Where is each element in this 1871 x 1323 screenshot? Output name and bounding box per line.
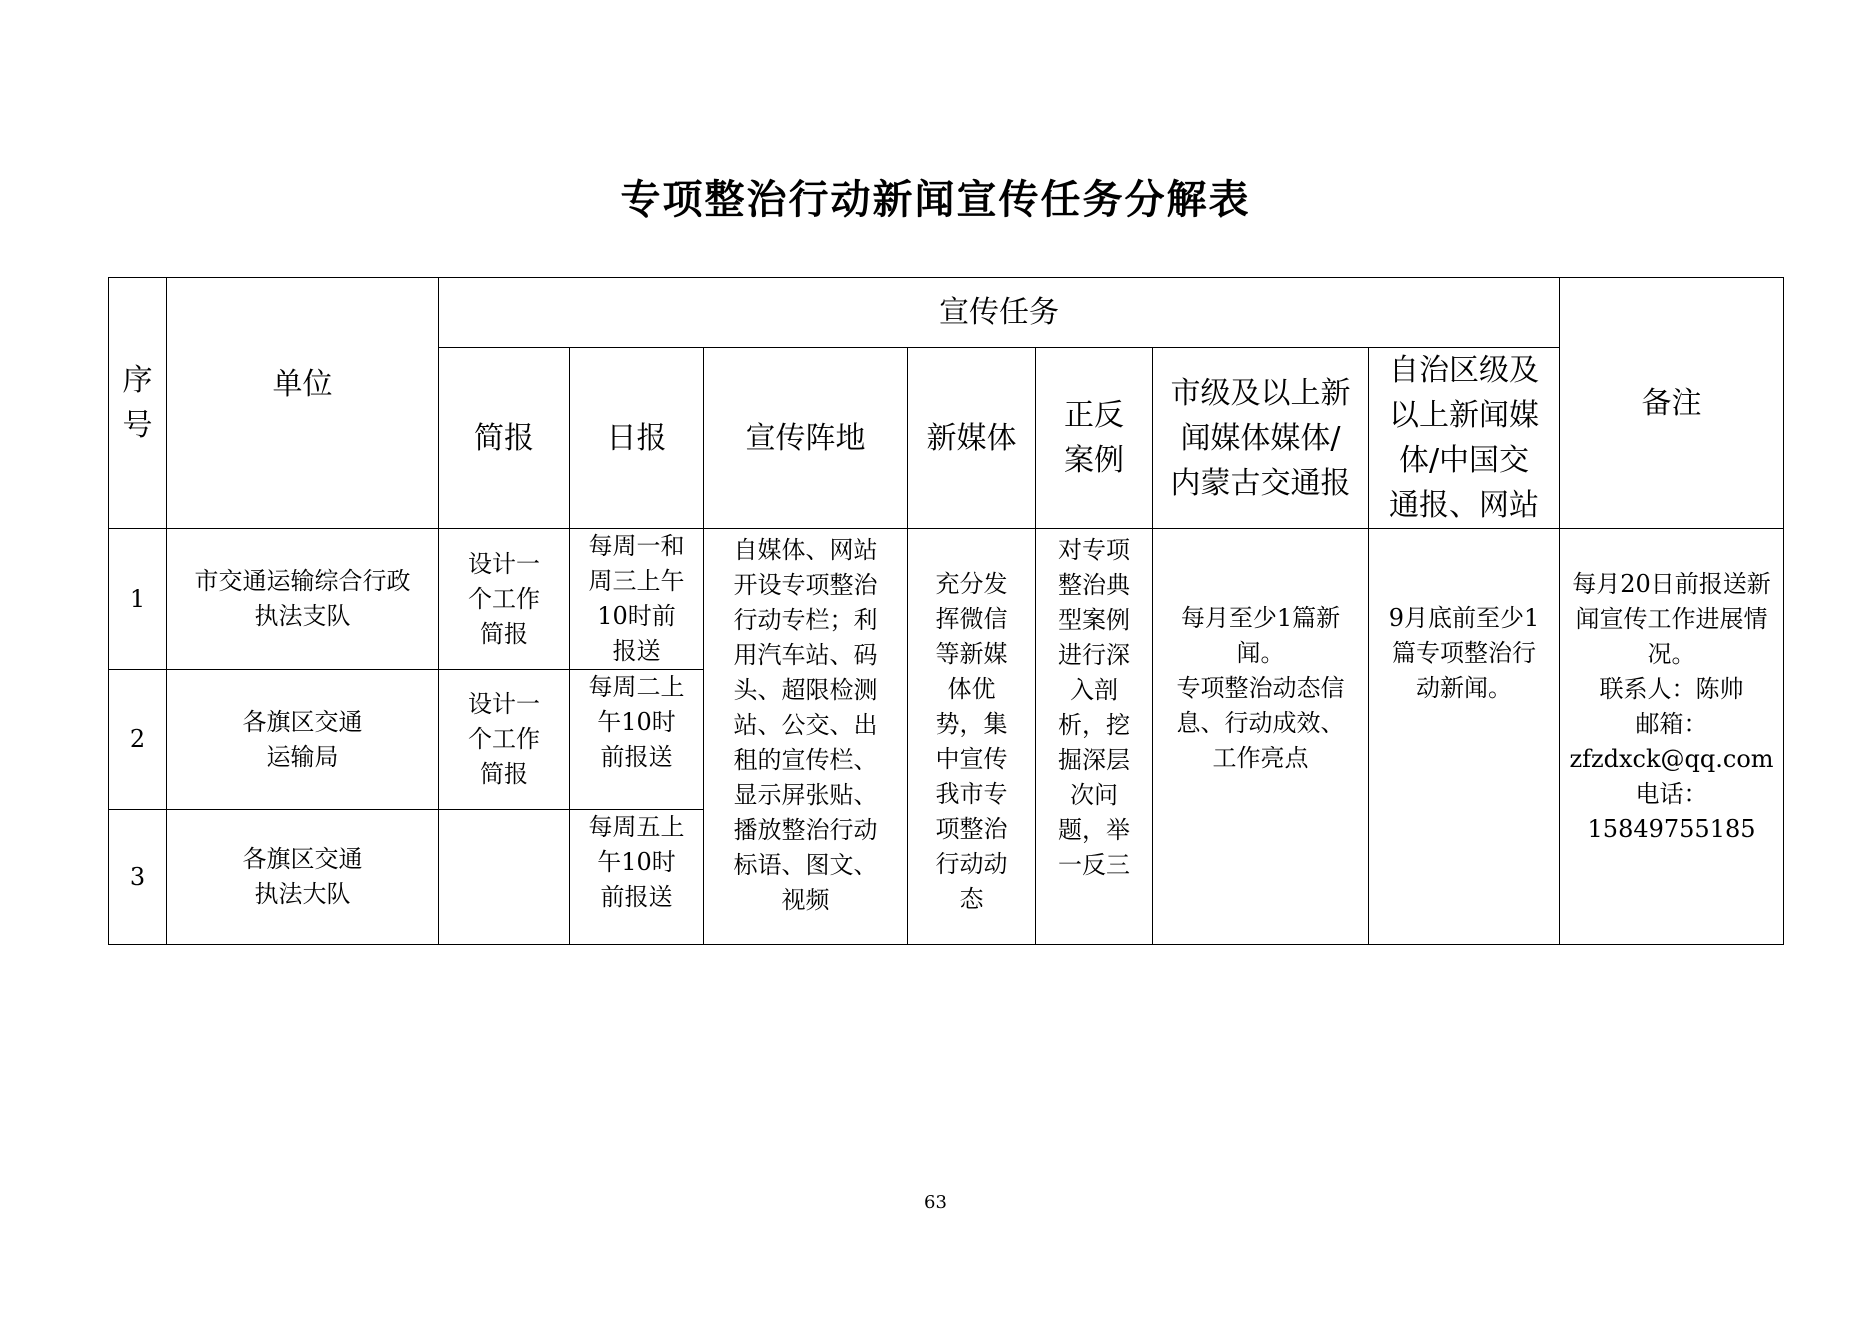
row-brief: 设计一 个工作 简报 [439,670,570,810]
header-row-top [109,278,1784,348]
header-publicity-tasks: 宣传任务 [439,278,1560,348]
row-daily: 每周五上 午10时 前报送 [570,810,704,945]
shared-region-media: 9月底前至少1篇专项整治行动新闻。 [1369,529,1560,945]
header-remarks: 备注 [1560,278,1784,529]
row-brief [439,810,570,945]
task-breakdown-table [108,277,1784,945]
row-seq: 2 [109,670,167,810]
row-seq: 3 [109,810,167,945]
shared-new-media: 充分发挥微信等新媒体优势，集中宣传我市专项整治行动动态 [908,529,1036,945]
header-city-media: 市级及以上新 闻媒体媒体/ 内蒙古交通报 [1153,348,1369,529]
header-unit: 单位 [167,278,439,529]
header-position: 宣传阵地 [704,348,908,529]
row-unit: 各旗区交通 执法大队 [167,810,439,945]
header-brief: 简报 [439,348,570,529]
page-number: 63 [924,1192,947,1213]
row-seq: 1 [109,529,167,670]
row-unit: 各旗区交通 运输局 [167,670,439,810]
shared-remarks: 每月20日前报送新闻宣传工作进展情况。 联系人：陈帅 邮箱： zfzdxck@qq.com 电话： 15849755185 [1560,529,1784,945]
header-cases: 正反 案例 [1036,348,1153,529]
table-row [109,529,1784,670]
row-brief: 设计一 个工作 简报 [439,529,570,670]
shared-position: 自媒体、网站开设专项整治行动专栏；利用汽车站、码头、超限检测站、公交、出租的宣传栏、显示屏张贴、播放整治行动标语、图文、视频 [704,529,908,945]
header-seq: 序 号 [109,278,167,529]
page-title: 专项整治行动新闻宣传任务分解表 [620,176,1251,223]
shared-city-media: 每月至少1篇新闻。 专项整治动态信息、行动成效、工作亮点 [1153,529,1369,945]
row-daily: 每周一和 周三上午 10时前 报送 [570,529,704,670]
shared-cases: 对专项整治典型案例进行深入剖析，挖掘深层次问题，举一反三 [1036,529,1153,945]
row-daily: 每周二上 午10时 前报送 [570,670,704,810]
header-new-media: 新媒体 [908,348,1036,529]
row-unit: 市交通运输综合行政 执法支队 [167,529,439,670]
header-region-media: 自治区级及 以上新闻媒 体/中国交 通报、网站 [1369,348,1560,529]
header-daily: 日报 [570,348,704,529]
